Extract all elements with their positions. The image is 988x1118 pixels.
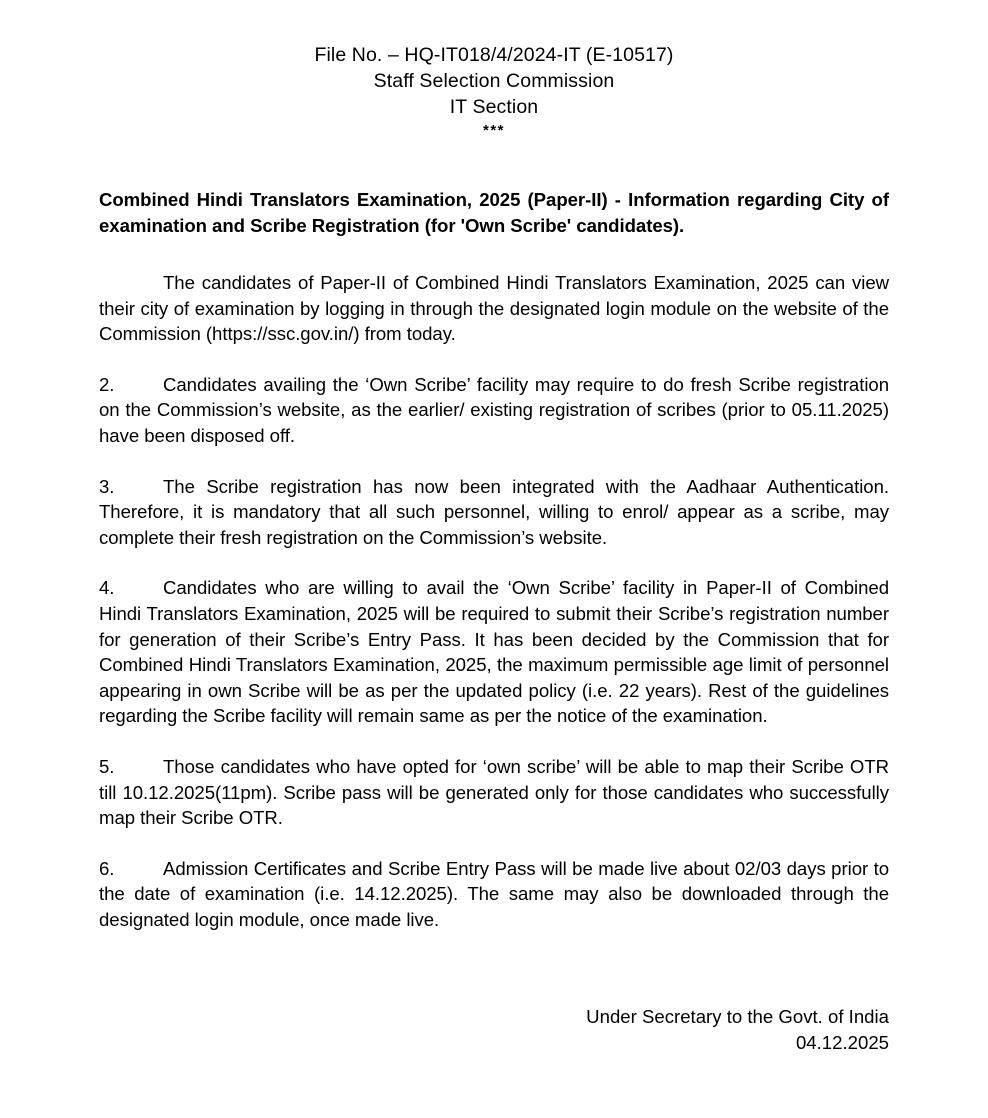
organisation-name: Staff Selection Commission bbox=[373, 70, 615, 92]
section-name: IT Section bbox=[449, 96, 539, 118]
document-header bbox=[0, 0, 988, 141]
paragraph-6-number: 6. bbox=[99, 857, 115, 879]
file-number: File No. – HQ-IT018/4/2024-IT (E-10517) bbox=[314, 44, 674, 66]
paragraph-6 bbox=[99, 856, 889, 933]
paragraph-1 bbox=[99, 270, 889, 347]
paragraph-3 bbox=[99, 474, 889, 551]
paragraph-1-text: The candidates of Paper-II of Combined Hindi Translators Examination, 2025 can view their city of examination by logging in through the designated login module on the website of the Commission (https://ssc.gov.in/) from today. bbox=[99, 272, 889, 345]
paragraph-4-text: Candidates who are willing to avail the ‘Own Scribe’ facility in Paper-II of Combined Hindi Translators Examination, 2025 will be required to submit their Scribe’s registration number for generation of their Scribe’s Entry Pass. It has been decided by the Commission that for Combined Hindi Translators Examination, 2025, the maximum permissible age limit of personnel appearing in own Scribe will be as per the updated policy (i.e. 22 years). Rest of the guidelines regarding the Scribe facility will remain same as per the notice of the examination. bbox=[99, 577, 889, 727]
paragraph-3-text: The Scribe registration has now been integrated with the Aadhaar Authentication. Therefore, it is mandatory that all such personnel, willing to enrol/ appear as a scribe, may complete their fresh registration on the Commission’s website. bbox=[99, 475, 889, 548]
paragraph-2-number: 2. bbox=[99, 373, 115, 395]
signature-date: 04.12.2025 bbox=[795, 1032, 889, 1054]
paragraph-5 bbox=[99, 754, 889, 831]
paragraph-4 bbox=[99, 575, 889, 729]
paragraph-3-number: 3. bbox=[99, 475, 115, 497]
paragraph-5-text: Those candidates who have opted for ‘own scribe’ will be able to map their Scribe OTR till 10.12.2025(11pm). Scribe pass will be generated only for those candidates who successfully map their Scribe OTR. bbox=[99, 755, 889, 829]
paragraph-2-text: Candidates availing the ‘Own Scribe’ facility may require to do fresh Scribe registration on the Commission’s website, as the earlier/ existing registration of scribes (prior to 05.11.2025) have been disposed off. bbox=[99, 373, 889, 446]
paragraph-2 bbox=[99, 372, 889, 449]
paragraph-4-number: 4. bbox=[99, 577, 115, 599]
signature-block bbox=[99, 1004, 889, 1055]
subject-line: Combined Hindi Translators Examination, 2025 (Paper-II) - Information regarding City of examination and Scribe Registration (for 'Own Scribe' candidates). bbox=[99, 189, 889, 236]
paragraph-6-text: Admission Certificates and Scribe Entry Pass will be made live about 02/03 days prior to the date of examination (i.e. 14.12.2025). The same may also be downloaded through the designated login module, once made live. bbox=[99, 857, 889, 930]
document-body bbox=[99, 187, 889, 932]
signatory-designation: Under Secretary to the Govt. of India bbox=[586, 1006, 889, 1028]
paragraph-5-number: 5. bbox=[99, 755, 115, 777]
header-separator: *** bbox=[482, 122, 505, 139]
